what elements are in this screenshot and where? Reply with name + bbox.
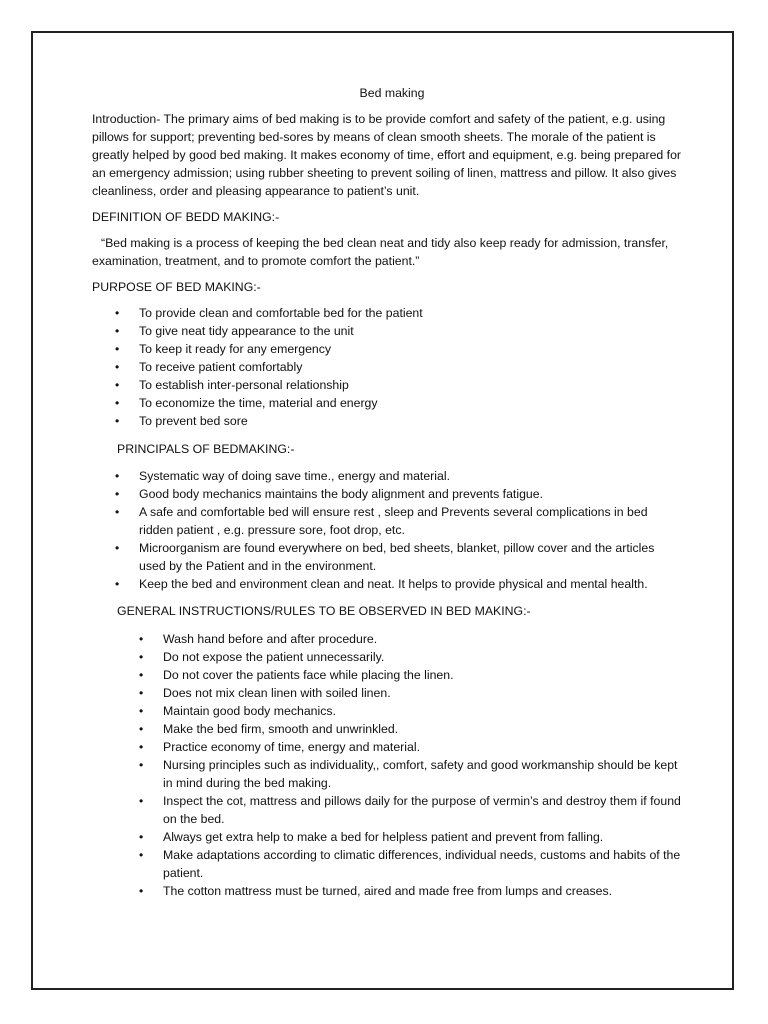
bullet-icon: •: [139, 632, 144, 646]
list-item: [115, 467, 682, 485]
list-item: [139, 702, 682, 720]
list-item: [139, 882, 682, 900]
bullet-icon: •: [139, 704, 144, 718]
list-item: [139, 630, 682, 648]
list-item: [115, 340, 682, 358]
bullet-icon: •: [139, 722, 144, 736]
rules-heading: GENERAL INSTRUCTIONS/RULES TO BE OBSERVED IN BED MAKING:-: [117, 604, 531, 618]
bullet-icon: •: [115, 342, 120, 356]
bullet-icon: •: [115, 396, 120, 410]
bullet-icon: •: [115, 378, 120, 392]
rules-list: [92, 630, 682, 900]
list-item-text: Wash hand before and after procedure.: [163, 632, 378, 646]
list-item-text: To provide clean and comfortable bed for the patient: [139, 306, 423, 320]
list-item-text: Do not expose the patient unnecessarily.: [163, 650, 385, 664]
bullet-icon: •: [139, 740, 144, 754]
list-item: [139, 846, 682, 882]
bullet-icon: •: [139, 650, 144, 664]
list-item: [139, 756, 682, 792]
list-item-text: To give neat tidy appearance to the unit: [139, 324, 354, 338]
bullet-icon: •: [115, 487, 120, 501]
list-item-text: Good body mechanics maintains the body alignment and prevents fatigue.: [139, 487, 543, 501]
list-item: [115, 376, 682, 394]
document-title: Bed making: [359, 86, 425, 100]
list-item: [139, 648, 682, 666]
list-item-text: Does not mix clean linen with soiled linen.: [163, 686, 391, 700]
list-item: [115, 394, 682, 412]
list-item-text: Do not cover the patients face while placing the linen.: [163, 668, 454, 682]
list-item: [139, 684, 682, 702]
list-item-text: Make adaptations according to climatic differences, individual needs, customs and habits of the patient.: [163, 848, 681, 880]
list-item: [115, 503, 682, 539]
bullet-icon: •: [115, 469, 120, 483]
list-item: [115, 304, 682, 322]
list-item-text: Keep the bed and environment clean and neat. It helps to provide physical and mental health.: [139, 577, 648, 591]
list-item-text: The cotton mattress must be turned, aired and made free from lumps and creases.: [163, 884, 613, 898]
list-item-text: To receive patient comfortably: [139, 360, 303, 374]
bullet-icon: •: [139, 794, 144, 808]
bullet-icon: •: [115, 414, 120, 428]
bullet-icon: •: [115, 324, 120, 338]
list-item-text: Always get extra help to make a bed for helpless patient and prevent from falling.: [163, 830, 604, 844]
list-item-text: Maintain good body mechanics.: [163, 704, 336, 718]
bullet-icon: •: [139, 884, 144, 898]
bullet-icon: •: [139, 668, 144, 682]
principles-list: [92, 467, 682, 593]
list-item: [115, 412, 682, 430]
list-item-text: A safe and comfortable bed will ensure rest , sleep and Prevents several complications in bed ridden patient , e.g. pressure sore, foot drop, etc.: [139, 505, 648, 537]
document-body: [92, 84, 682, 900]
list-item-text: Inspect the cot, mattress and pillows daily for the purpose of vermin’s and destroy them if found on the bed.: [163, 794, 681, 826]
list-item: [115, 322, 682, 340]
list-item: [115, 485, 682, 503]
bullet-icon: •: [139, 830, 144, 844]
introduction-paragraph: Introduction- The primary aims of bed making is to be provide comfort and safety of the patient, e.g. using pillows for support; preventing bed-sores by means of clean smooth sheets. The morale of the patient is greatly helped by good bed making. It makes economy of time, effort and equipment, e.g. being prepared for an emergency admission; using rubber sheeting to prevent soiling of linen, mattress and pillow. It also gives cleanliness, order and pleasing appearance to patient’s unit.: [92, 112, 682, 198]
list-item: [139, 828, 682, 846]
list-item-text: To prevent bed sore: [139, 414, 248, 428]
bullet-icon: •: [115, 306, 120, 320]
list-item: [115, 358, 682, 376]
list-item-text: Microorganism are found everywhere on bed, bed sheets, blanket, pillow cover and the articles used by the Patient and in the environment.: [139, 541, 655, 573]
list-item-text: Make the bed firm, smooth and unwrinkled.: [163, 722, 399, 736]
bullet-icon: •: [139, 758, 144, 772]
purpose-heading: PURPOSE OF BED MAKING:-: [92, 280, 261, 294]
list-item-text: Nursing principles such as individuality,, comfort, safety and good workmanship should be kept in mind during the bed making.: [163, 758, 678, 790]
bullet-icon: •: [139, 686, 144, 700]
list-item-text: To establish inter-personal relationship: [139, 378, 349, 392]
bullet-icon: •: [115, 360, 120, 374]
definition-paragraph: “Bed making is a process of keeping the bed clean neat and tidy also keep ready for admission, transfer, examination, treatment, and to promote comfort the patient.”: [92, 236, 669, 268]
principles-heading: PRINCIPALS OF BEDMAKING:-: [117, 442, 295, 456]
bullet-icon: •: [115, 541, 120, 555]
purpose-list: [92, 304, 682, 430]
list-item: [139, 720, 682, 738]
list-item: [139, 792, 682, 828]
bullet-icon: •: [139, 848, 144, 862]
list-item: [139, 738, 682, 756]
list-item: [115, 575, 682, 593]
list-item: [139, 666, 682, 684]
list-item-text: To economize the time, material and energy: [139, 396, 378, 410]
list-item-text: Systematic way of doing save time., energy and material.: [139, 469, 450, 483]
list-item-text: Practice economy of time, energy and material.: [163, 740, 420, 754]
list-item: [115, 539, 682, 575]
definition-heading: DEFINITION OF BEDD MAKING:-: [92, 210, 280, 224]
bullet-icon: •: [115, 577, 120, 591]
bullet-icon: •: [115, 505, 120, 519]
list-item-text: To keep it ready for any emergency: [139, 342, 332, 356]
